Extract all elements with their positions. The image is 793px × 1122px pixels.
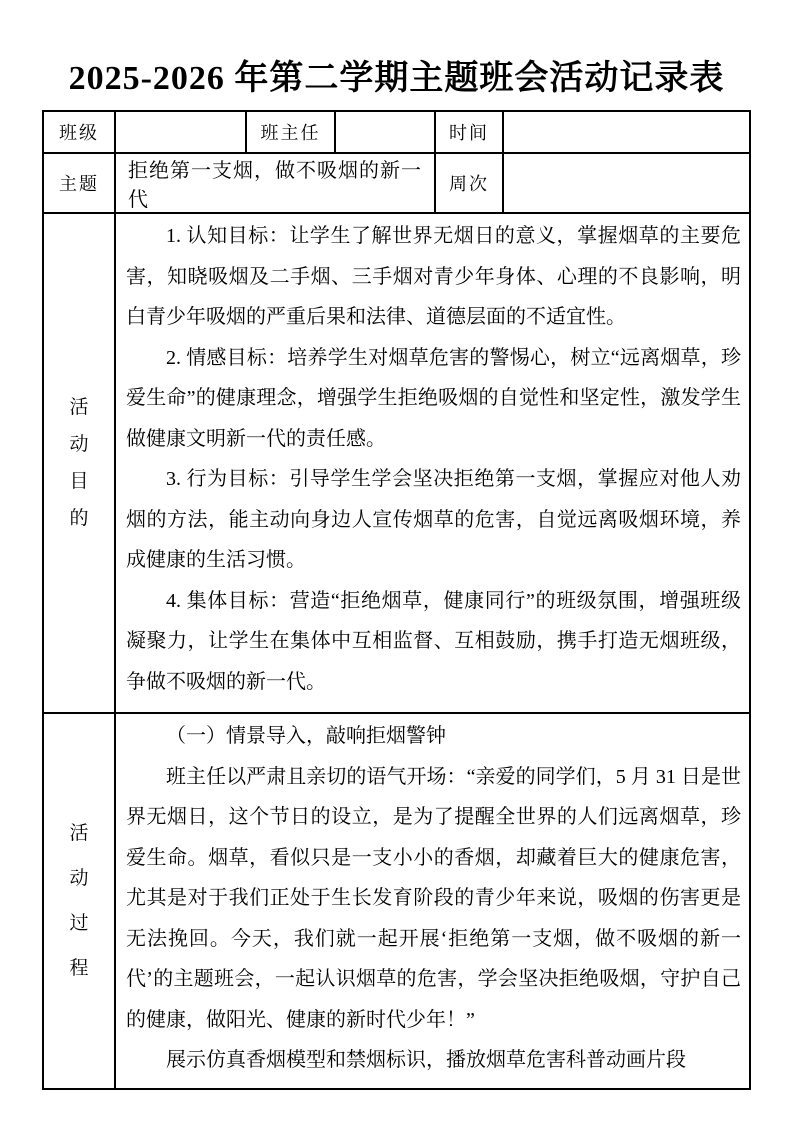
purpose-label-char: 的 bbox=[69, 508, 89, 529]
page-title: 2025-2026 年第二学期主题班会活动记录表 bbox=[68, 60, 725, 97]
week-value-field[interactable] bbox=[503, 153, 750, 213]
purpose-label-char: 目 bbox=[69, 471, 89, 492]
process-row-label bbox=[43, 713, 115, 1089]
process-label-char: 动 bbox=[69, 868, 89, 889]
purpose-paragraph: 3. 行为目标：引导学生学会坚决拒绝第一支烟，掌握应对他人劝烟的方法，能主动向身边人宣传烟草的危害，自觉远离吸烟环境，养成健康的生活习惯。 bbox=[126, 468, 741, 571]
topic-value: 拒绝第一支烟，做不吸烟的新一代 bbox=[115, 153, 435, 213]
table-row bbox=[43, 153, 750, 213]
purpose-label-char: 活 bbox=[69, 397, 89, 418]
time-label: 时间 bbox=[435, 111, 503, 153]
class-value-field[interactable] bbox=[115, 111, 246, 153]
process-content-cell bbox=[115, 713, 750, 1089]
class-label: 班级 bbox=[43, 111, 115, 153]
process-paragraph: 展示仿真香烟模型和禁烟标识，播放烟草危害科普动画片段 bbox=[166, 1049, 686, 1071]
process-label-char: 活 bbox=[69, 823, 89, 844]
process-paragraph: 班主任以严肃且亲切的语气开场：“亲爱的同学们，5 月 31 日是世界无烟日，这个节日的设立，是为了提醒全世界的人们远离烟草，珍爱生命。烟草，看似只是一支小小的香烟，却藏着巨大的健康危害，尤其是对于我们正处于生长发育阶段的青少年来说，吸烟的伤害更是无法挽回。今天，我们就一起开展‘拒绝第一支烟，做不吸烟的新一代’的主题班会，一起认识烟草的危害，学会坚决拒绝吸烟，守护自己的健康，做阳光、健康的新时代少年！” bbox=[126, 765, 741, 1031]
purpose-label-char: 动 bbox=[69, 434, 89, 455]
table-row bbox=[43, 713, 750, 1089]
purpose-content-cell bbox=[115, 213, 750, 713]
class-meeting-record-table bbox=[42, 110, 751, 1090]
purpose-paragraph: 4. 集体目标：营造“拒绝烟草，健康同行”的班级氛围，增强班级凝聚力，让学生在集体中互相监督、互相鼓励，携手打造无烟班级，争做不吸烟的新一代。 bbox=[126, 589, 741, 693]
time-value-field[interactable] bbox=[503, 111, 750, 153]
week-label: 周次 bbox=[435, 153, 503, 213]
purpose-paragraph: 1. 认知目标：让学生了解世界无烟日的意义，掌握烟草的主要危害，知晓吸烟及二手烟、三手烟对青少年身体、心理的不良影响，明白青少年吸烟的严重后果和法律、道德层面的不适宜性。 bbox=[126, 225, 741, 328]
teacher-value-field[interactable] bbox=[335, 111, 435, 153]
table-row bbox=[43, 111, 750, 153]
topic-label: 主题 bbox=[43, 153, 115, 213]
purpose-row-label bbox=[43, 213, 115, 713]
purpose-paragraph: 2. 情感目标：培养学生对烟草危害的警惕心，树立“远离烟草，珍爱生命”的健康理念，增强学生拒绝吸烟的自觉性和坚定性，激发学生做健康文明新一代的责任感。 bbox=[126, 346, 741, 450]
process-label-char: 过 bbox=[69, 913, 89, 934]
table-row bbox=[43, 213, 750, 713]
teacher-label: 班主任 bbox=[246, 111, 335, 153]
process-paragraph: （一）情景导入，敲响拒烟警钟 bbox=[166, 725, 446, 747]
process-label-char: 程 bbox=[69, 958, 89, 979]
